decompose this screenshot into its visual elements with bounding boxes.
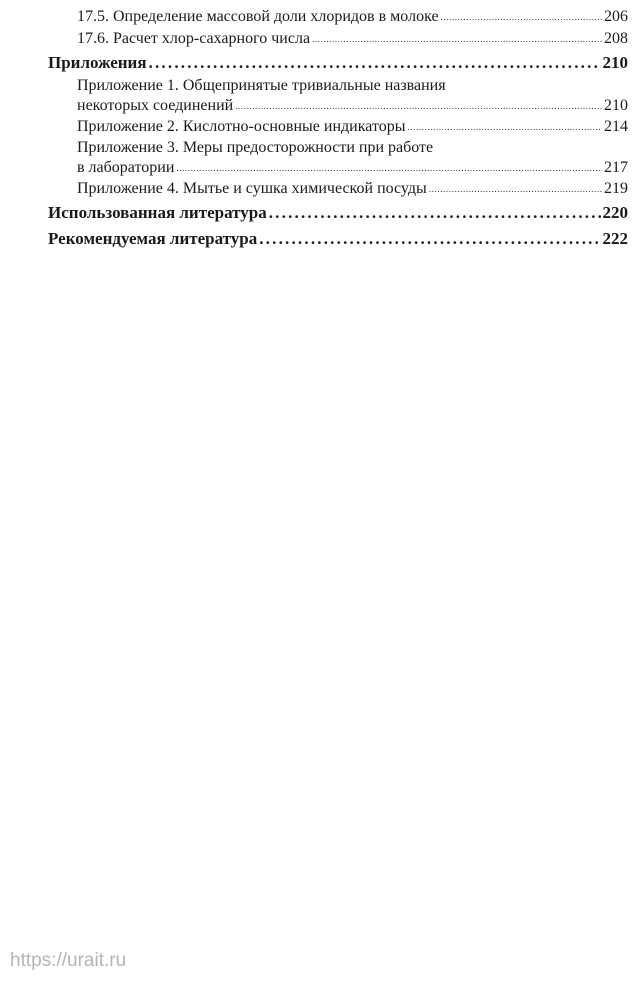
toc-page-number: 219 xyxy=(604,180,628,197)
toc-page-number: 210 xyxy=(604,97,628,114)
toc-entry-17-5 xyxy=(48,6,628,28)
dot-leader xyxy=(312,32,602,46)
toc-entry-appendix-2 xyxy=(48,116,628,138)
toc-entry-17-6 xyxy=(48,28,628,50)
toc-section-title: Использованная литература xyxy=(48,203,267,222)
dot-leader xyxy=(407,120,602,134)
toc-entry-line2 xyxy=(77,96,628,116)
dot-leader xyxy=(429,182,602,196)
toc-entry-appendix-1 xyxy=(48,76,628,116)
dot-leader xyxy=(149,50,601,76)
toc-page-number: 206 xyxy=(604,8,628,25)
toc-entry-title-line1: Приложение 3. Меры предосторожности при работе xyxy=(77,139,434,156)
toc-entry-line2 xyxy=(77,158,628,178)
toc-page-number: 210 xyxy=(602,53,628,72)
dot-leader xyxy=(269,200,601,226)
watermark-url: https://urait.ru xyxy=(10,950,127,971)
toc-entry-title: Приложение 2. Кислотно-основные индикаторы xyxy=(77,118,406,135)
toc-entry-title-line2: некоторых соединений xyxy=(77,97,234,114)
toc-section-title: Рекомендуемая литература xyxy=(48,229,258,248)
toc-entry-references-used xyxy=(48,200,628,226)
toc-page-number: 208 xyxy=(604,30,628,47)
toc-page-number: 217 xyxy=(604,159,628,176)
toc-entry-title: 17.5. Определение массовой доли хлоридов в молоке xyxy=(77,8,439,25)
toc-page-number: 222 xyxy=(602,229,628,248)
dot-leader xyxy=(441,10,602,24)
toc-page-number: 214 xyxy=(604,118,628,135)
toc-entry-references-recommended xyxy=(48,226,628,252)
toc-page-number: 220 xyxy=(602,203,628,222)
dot-leader xyxy=(176,161,602,175)
toc-entry-title-line1: Приложение 1. Общепринятые тривиальные названия xyxy=(77,77,446,94)
toc-entry-appendices xyxy=(48,50,628,76)
toc-entry-appendix-3 xyxy=(48,138,628,178)
toc-entry-appendix-4 xyxy=(48,178,628,200)
table-of-contents xyxy=(48,6,628,252)
toc-entry-title: 17.6. Расчет хлор-сахарного числа xyxy=(77,30,311,47)
dot-leader xyxy=(235,99,602,113)
toc-section-title: Приложения xyxy=(48,53,147,72)
toc-entry-title: Приложение 4. Мытье и сушка химической посуды xyxy=(77,180,427,197)
toc-entry-title-line2: в лаборатории xyxy=(77,159,175,176)
dot-leader xyxy=(259,226,600,252)
